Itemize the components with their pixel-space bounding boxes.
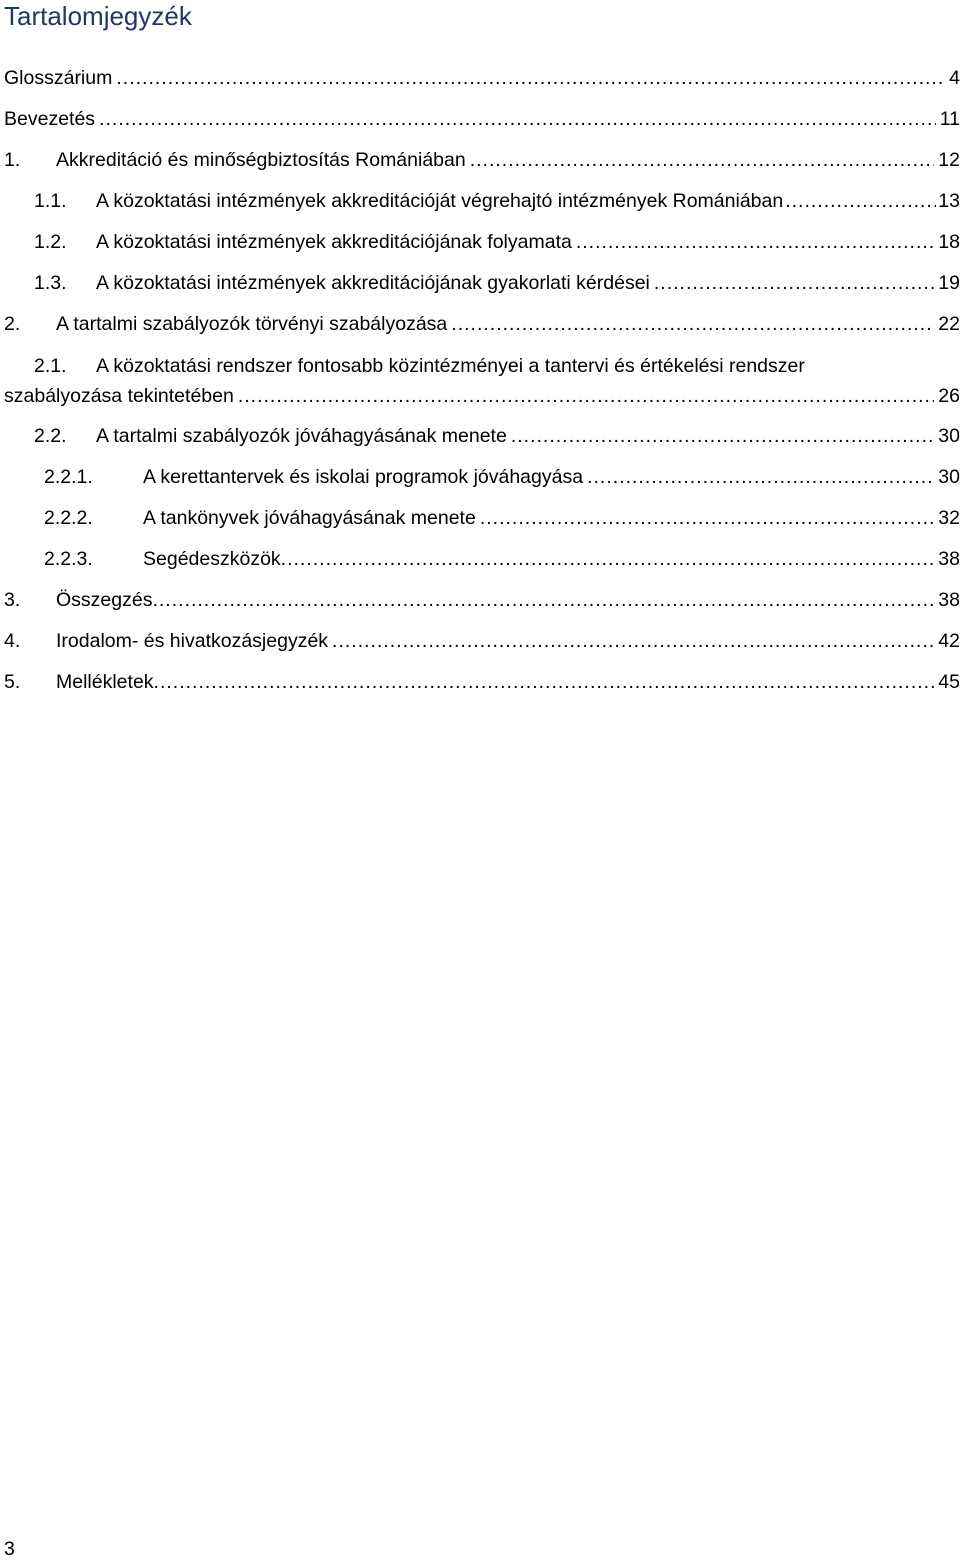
- toc-entry-glossary[interactable]: [4, 58, 960, 99]
- toc-entry-number: 2.2.2.: [44, 507, 93, 529]
- toc-entry-page: 42: [938, 630, 960, 652]
- dot-leader: [654, 263, 934, 304]
- toc-entry-label: Akkreditáció és minőségbiztosítás Romániában: [56, 149, 466, 171]
- toc-entry-2-2-2[interactable]: [4, 498, 960, 539]
- toc-entry-5[interactable]: [4, 662, 960, 703]
- toc-entry-number: 1.: [4, 149, 21, 171]
- toc-entry-page: 30: [938, 425, 960, 447]
- toc-entry-1[interactable]: [4, 140, 960, 181]
- toc-entry-number: 5.: [4, 671, 21, 693]
- toc-entry-page: 45: [938, 671, 960, 693]
- page-title: Tartalomjegyzék: [4, 1, 192, 31]
- toc-entry-introduction[interactable]: [4, 99, 960, 140]
- toc-entry-page: 32: [938, 507, 960, 529]
- toc-entry-label: A közoktatási intézmények akkreditációjának folyamata: [96, 231, 572, 253]
- toc-entry-page: 4: [949, 67, 960, 89]
- dot-leader: [511, 416, 934, 457]
- dot-leader: [451, 304, 934, 345]
- toc-entry-number: 2.1.: [34, 355, 67, 377]
- toc-entry-label: Összegzés: [56, 589, 153, 611]
- toc-entry-label: Segédeszközök: [143, 548, 281, 570]
- dot-leader: [281, 539, 935, 580]
- toc-entry-2-2-1[interactable]: [4, 457, 960, 498]
- toc-entry-number: 2.: [4, 313, 21, 335]
- toc-entry-number: 3.: [4, 589, 21, 611]
- toc-entry-label: A közoktatási intézmények akkreditációjának gyakorlati kérdései: [96, 272, 650, 294]
- toc-entry-label: A tartalmi szabályozók törvényi szabályozása: [56, 313, 448, 335]
- toc-entry-label: Glosszárium: [4, 67, 113, 89]
- toc-entry-label: Irodalom- és hivatkozásjegyzék: [56, 630, 329, 652]
- toc-entry-page: 13: [938, 190, 960, 212]
- toc-entry-page: 30: [938, 466, 960, 488]
- toc-entry-number: 2.2.1.: [44, 466, 93, 488]
- toc-entry-number: 1.1.: [34, 190, 67, 212]
- toc-entry-page: 18: [938, 231, 960, 253]
- toc-entry-label: Mellékletek: [56, 671, 154, 693]
- toc-entry-number: 1.3.: [34, 272, 67, 294]
- toc-entry-label: A közoktatási rendszer fontosabb közintézményei a tantervi és értékelési rendszer: [96, 355, 805, 377]
- toc-entry-2[interactable]: [4, 304, 960, 345]
- toc-entry-label: A tankönyvek jóváhagyásának menete: [143, 507, 476, 529]
- dot-leader: [154, 662, 935, 703]
- toc-entry-label: Bevezetés: [4, 108, 96, 130]
- page-number: 3: [4, 1538, 15, 1560]
- toc-entry-number: 1.2.: [34, 231, 67, 253]
- toc-entry-label: A kerettantervek és iskolai programok jóváhagyása: [143, 466, 584, 488]
- table-of-contents: [4, 58, 960, 703]
- dot-leader: [470, 140, 935, 181]
- toc-entry-4[interactable]: [4, 621, 960, 662]
- toc-entry-page: 19: [938, 272, 960, 294]
- toc-entry-2-2-3[interactable]: [4, 539, 960, 580]
- toc-entry-label: A közoktatási intézmények akkreditációját végrehajtó intézmények Romániában: [96, 190, 784, 212]
- toc-entry-page: 38: [938, 548, 960, 570]
- toc-entry-page: 22: [938, 313, 960, 335]
- toc-entry-1-3[interactable]: [4, 263, 960, 304]
- toc-entry-number: 2.2.3.: [44, 548, 93, 570]
- dot-leader: [785, 181, 936, 222]
- dot-leader: [576, 222, 934, 263]
- dot-leader: [238, 381, 934, 411]
- dot-leader: [480, 498, 934, 539]
- toc-entry-1-1[interactable]: [4, 181, 960, 222]
- toc-entry-2-1[interactable]: [4, 345, 960, 416]
- dot-leader: [116, 58, 945, 99]
- toc-entry-3[interactable]: [4, 580, 960, 621]
- toc-entry-1-2[interactable]: [4, 222, 960, 263]
- toc-entry-page: 12: [938, 149, 960, 171]
- toc-entry-page: 26: [938, 385, 960, 407]
- toc-entry-page: 38: [938, 589, 960, 611]
- toc-entry-2-2[interactable]: [4, 416, 960, 457]
- toc-entry-label: A tartalmi szabályozók jóváhagyásának menete: [96, 425, 507, 447]
- toc-entry-number: 4.: [4, 630, 21, 652]
- toc-entry-label-continued: szabályozása tekintetében: [4, 385, 234, 407]
- dot-leader: [99, 99, 936, 140]
- dot-leader: [587, 457, 934, 498]
- dot-leader: [332, 621, 934, 662]
- dot-leader: [152, 580, 934, 621]
- toc-entry-page: 11: [939, 108, 960, 130]
- toc-entry-number: 2.2.: [34, 425, 67, 447]
